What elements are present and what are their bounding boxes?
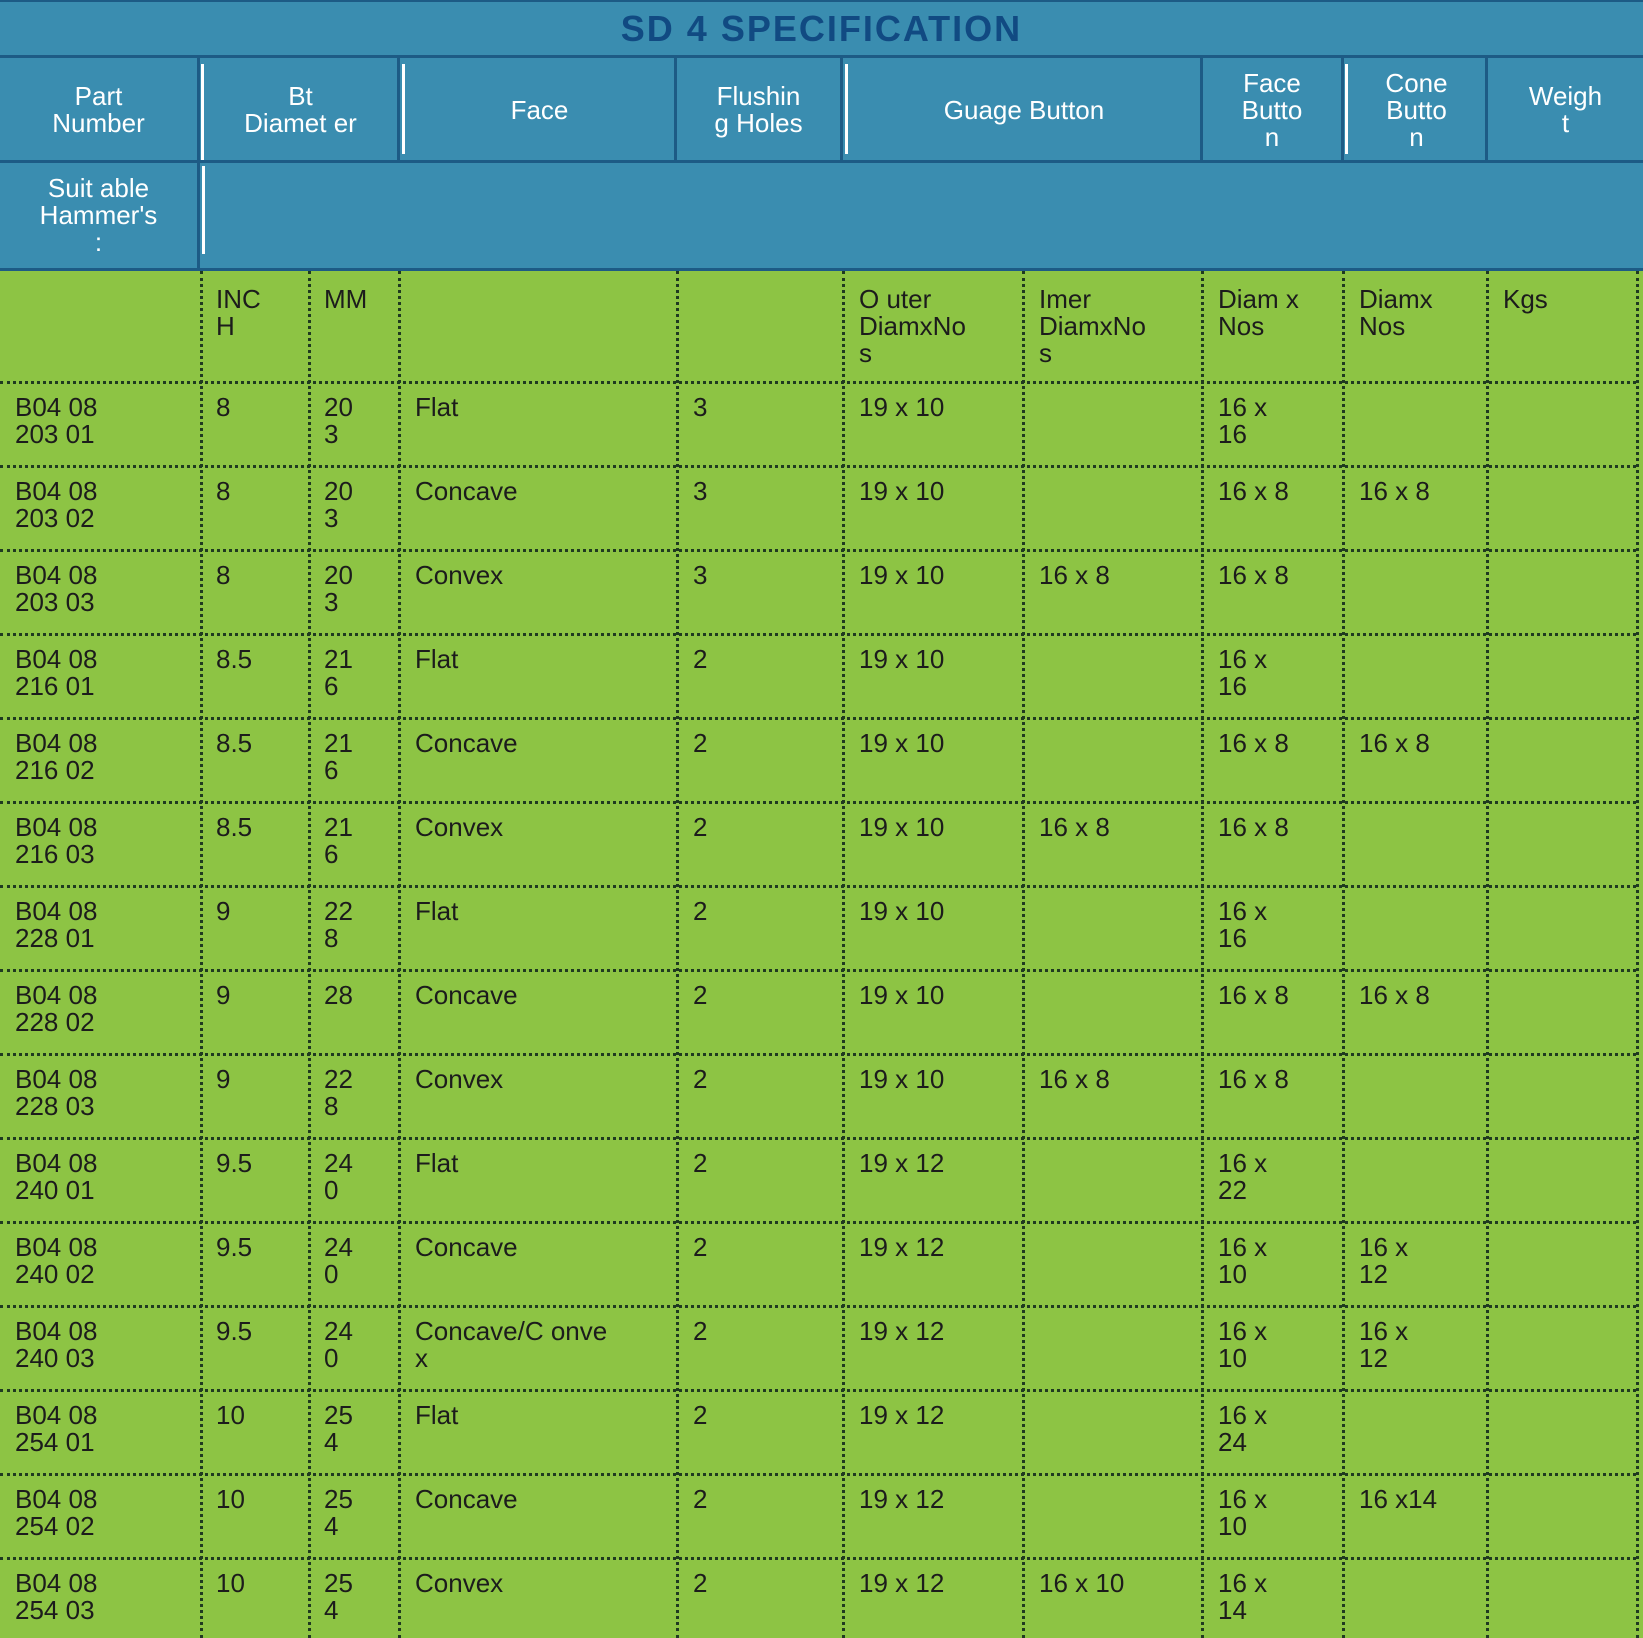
- cell-part: B04 08 216 03: [15, 812, 98, 869]
- cell-holes: 2: [693, 644, 708, 674]
- column-divider: [842, 271, 845, 1638]
- cell-face-btn: 16 x 16: [1218, 896, 1268, 953]
- header-separator: [397, 58, 400, 160]
- cell-outer: 19 x 10: [859, 560, 945, 590]
- row-divider: [0, 1473, 1636, 1476]
- row-divider: [0, 633, 1636, 636]
- row-divider: [0, 1221, 1636, 1224]
- cell-inch: 8: [216, 392, 231, 422]
- cell-cone-btn: 16 x 8: [1359, 728, 1430, 758]
- cell-face: Convex: [415, 1568, 504, 1598]
- cell-mm: 28: [324, 980, 353, 1010]
- col-header-face: Face: [510, 94, 569, 125]
- col-header-bit-diameter: Bt Diamet er: [244, 81, 357, 138]
- cell-part: B04 08 254 01: [15, 1400, 98, 1457]
- cell-mm: 20 3: [324, 392, 353, 449]
- row-divider: [0, 801, 1636, 804]
- cell-inner: 16 x 10: [1039, 1568, 1125, 1598]
- column-divider: [1636, 271, 1639, 1638]
- header-separator: [202, 166, 205, 254]
- cell-face: Concave/C onve x: [415, 1316, 608, 1373]
- cell-outer: 19 x 10: [859, 644, 945, 674]
- cell-part: B04 08 240 01: [15, 1148, 98, 1205]
- cell-face-btn: 16 x 24: [1218, 1400, 1268, 1457]
- cell-face: Flat: [415, 896, 459, 926]
- cell-part: B04 08 216 01: [15, 644, 98, 701]
- cell-outer: 19 x 10: [859, 728, 945, 758]
- cell-holes: 2: [693, 812, 708, 842]
- subheader-inner: Imer DiamxNo s: [1039, 284, 1146, 368]
- cell-face-btn: 16 x 8: [1218, 476, 1289, 506]
- cell-face-btn: 16 x 14: [1218, 1568, 1268, 1625]
- cell-inch: 10: [216, 1400, 245, 1430]
- cell-part: B04 08 240 02: [15, 1232, 98, 1289]
- cell-face-btn: 16 x 22: [1218, 1148, 1268, 1205]
- cell-face: Concave: [415, 1232, 518, 1262]
- cell-holes: 2: [693, 1484, 708, 1514]
- suitable-hammers-label: Suit able Hammer's :: [39, 173, 158, 257]
- cell-cone-btn: 16 x 8: [1359, 476, 1430, 506]
- col-header-flushing-holes: Flushin g Holes: [714, 81, 803, 138]
- cell-mm: 20 3: [324, 560, 353, 617]
- row-divider: [0, 1389, 1636, 1392]
- cell-inch: 9.5: [216, 1148, 253, 1178]
- row-divider: [0, 465, 1636, 468]
- cell-holes: 2: [693, 1400, 708, 1430]
- cell-outer: 19 x 12: [859, 1484, 945, 1514]
- cell-holes: 2: [693, 1316, 708, 1346]
- cell-cone-btn: 16 x 12: [1359, 1316, 1409, 1373]
- row-divider: [0, 969, 1636, 972]
- cell-face: Convex: [415, 812, 504, 842]
- col-header-part-number: Part Number: [52, 81, 145, 138]
- cell-mm: 24 0: [324, 1148, 353, 1205]
- cell-inner: 16 x 8: [1039, 1064, 1110, 1094]
- header-separator: [1341, 58, 1344, 160]
- cell-inch: 9: [216, 1064, 231, 1094]
- cell-holes: 3: [693, 476, 708, 506]
- cell-mm: 22 8: [324, 896, 353, 953]
- row-divider: [0, 1557, 1636, 1560]
- cell-outer: 19 x 10: [859, 392, 945, 422]
- cell-holes: 3: [693, 560, 708, 590]
- column-divider: [676, 271, 679, 1638]
- cell-inch: 8.5: [216, 644, 253, 674]
- cell-inch: 9: [216, 896, 231, 926]
- cell-face-btn: 16 x 10: [1218, 1232, 1268, 1289]
- row-divider: [0, 717, 1636, 720]
- subheader-kgs: Kgs: [1503, 284, 1548, 314]
- cell-face: Concave: [415, 476, 518, 506]
- col-header-face-button: Face Butto n: [1241, 67, 1303, 152]
- cell-mm: 21 6: [324, 644, 353, 701]
- cell-face: Convex: [415, 560, 504, 590]
- cell-inch: 8.5: [216, 728, 253, 758]
- cell-face: Flat: [415, 1148, 459, 1178]
- cell-mm: 25 4: [324, 1568, 353, 1625]
- cell-mm: 20 3: [324, 476, 353, 533]
- cell-part: B04 08 228 01: [15, 896, 98, 953]
- cell-face-btn: 16 x 8: [1218, 560, 1289, 590]
- cell-face-btn: 16 x 8: [1218, 812, 1289, 842]
- row-divider: [0, 1305, 1636, 1308]
- cell-inch: 9: [216, 980, 231, 1010]
- cell-mm: 25 4: [324, 1484, 353, 1541]
- cell-face-btn: 16 x 16: [1218, 392, 1268, 449]
- cell-holes: 2: [693, 728, 708, 758]
- header-divider: [0, 160, 1643, 163]
- cell-part: B04 08 254 03: [15, 1568, 98, 1625]
- cell-inner: 16 x 8: [1039, 560, 1110, 590]
- cell-inch: 8: [216, 560, 231, 590]
- cell-face-btn: 16 x 8: [1218, 1064, 1289, 1094]
- cell-face-btn: 16 x 8: [1218, 728, 1289, 758]
- row-divider: [0, 1137, 1636, 1140]
- cell-part: B04 08 228 03: [15, 1064, 98, 1121]
- cell-outer: 19 x 12: [859, 1568, 945, 1598]
- cell-inner: 16 x 8: [1039, 812, 1110, 842]
- cell-cone-btn: 16 x 8: [1359, 980, 1430, 1010]
- header-separator: [840, 58, 843, 160]
- cell-part: B04 08 216 02: [15, 728, 98, 785]
- row-divider: [0, 549, 1636, 552]
- cell-inch: 8: [216, 476, 231, 506]
- cell-cone-btn: 16 x 12: [1359, 1232, 1409, 1289]
- cell-part: B04 08 203 02: [15, 476, 98, 533]
- cell-face: Flat: [415, 1400, 459, 1430]
- cell-inch: 8.5: [216, 812, 253, 842]
- cell-face: Convex: [415, 1064, 504, 1094]
- cell-holes: 2: [693, 1148, 708, 1178]
- cell-inch: 9.5: [216, 1232, 253, 1262]
- page-title: SD 4 SPECIFICATION: [0, 0, 1643, 58]
- col-header-guage-button: Guage Button: [943, 94, 1105, 125]
- subheader-outer: O uter DiamxNo s: [859, 284, 966, 368]
- cell-face-btn: 16 x 10: [1218, 1484, 1268, 1541]
- row-divider: [0, 1053, 1636, 1056]
- cell-mm: 24 0: [324, 1232, 353, 1289]
- cell-outer: 19 x 12: [859, 1148, 945, 1178]
- cell-inch: 10: [216, 1484, 245, 1514]
- cell-outer: 19 x 10: [859, 812, 945, 842]
- subheader-inch: INC H: [216, 284, 261, 341]
- subheader-mm: MM: [324, 284, 368, 314]
- cell-face: Flat: [415, 392, 459, 422]
- subheader-face-diam: Diam x Nos: [1218, 284, 1299, 341]
- cell-outer: 19 x 10: [859, 980, 945, 1010]
- cell-outer: 19 x 10: [859, 1064, 945, 1094]
- cell-face: Concave: [415, 1484, 518, 1514]
- column-divider: [1022, 271, 1025, 1638]
- cell-holes: 2: [693, 980, 708, 1010]
- header-separator: [197, 58, 200, 271]
- cell-part: B04 08 240 03: [15, 1316, 98, 1373]
- col-header-cone-button: Cone Butto n: [1385, 67, 1448, 152]
- cell-face-btn: 16 x 16: [1218, 644, 1268, 701]
- row-divider: [0, 381, 1636, 384]
- cell-face-btn: 16 x 10: [1218, 1316, 1268, 1373]
- cell-face: Concave: [415, 980, 518, 1010]
- cell-holes: 2: [693, 1568, 708, 1598]
- cell-outer: 19 x 12: [859, 1316, 945, 1346]
- cell-mm: 24 0: [324, 1316, 353, 1373]
- cell-outer: 19 x 10: [859, 476, 945, 506]
- cell-face: Flat: [415, 644, 459, 674]
- col-header-weight: Weigh t: [1528, 81, 1603, 138]
- cell-holes: 3: [693, 392, 708, 422]
- cell-outer: 19 x 12: [859, 1232, 945, 1262]
- cell-part: B04 08 254 02: [15, 1484, 98, 1541]
- cell-face-btn: 16 x 8: [1218, 980, 1289, 1010]
- cell-mm: 25 4: [324, 1400, 353, 1457]
- cell-holes: 2: [693, 1064, 708, 1094]
- column-divider: [1486, 271, 1489, 1638]
- row-divider: [0, 885, 1636, 888]
- cell-holes: 2: [693, 1232, 708, 1262]
- subheader-cone-diam: Diamx Nos: [1359, 284, 1433, 341]
- cell-inch: 9.5: [216, 1316, 253, 1346]
- cell-mm: 21 6: [324, 812, 353, 869]
- cell-outer: 19 x 12: [859, 1400, 945, 1430]
- cell-mm: 22 8: [324, 1064, 353, 1121]
- cell-face: Concave: [415, 728, 518, 758]
- cell-part: B04 08 228 02: [15, 980, 98, 1037]
- cell-cone-btn: 16 x14: [1359, 1484, 1438, 1514]
- cell-part: B04 08 203 01: [15, 392, 98, 449]
- cell-holes: 2: [693, 896, 708, 926]
- cell-outer: 19 x 10: [859, 896, 945, 926]
- cell-mm: 21 6: [324, 728, 353, 785]
- cell-part: B04 08 203 03: [15, 560, 98, 617]
- cell-inch: 10: [216, 1568, 245, 1598]
